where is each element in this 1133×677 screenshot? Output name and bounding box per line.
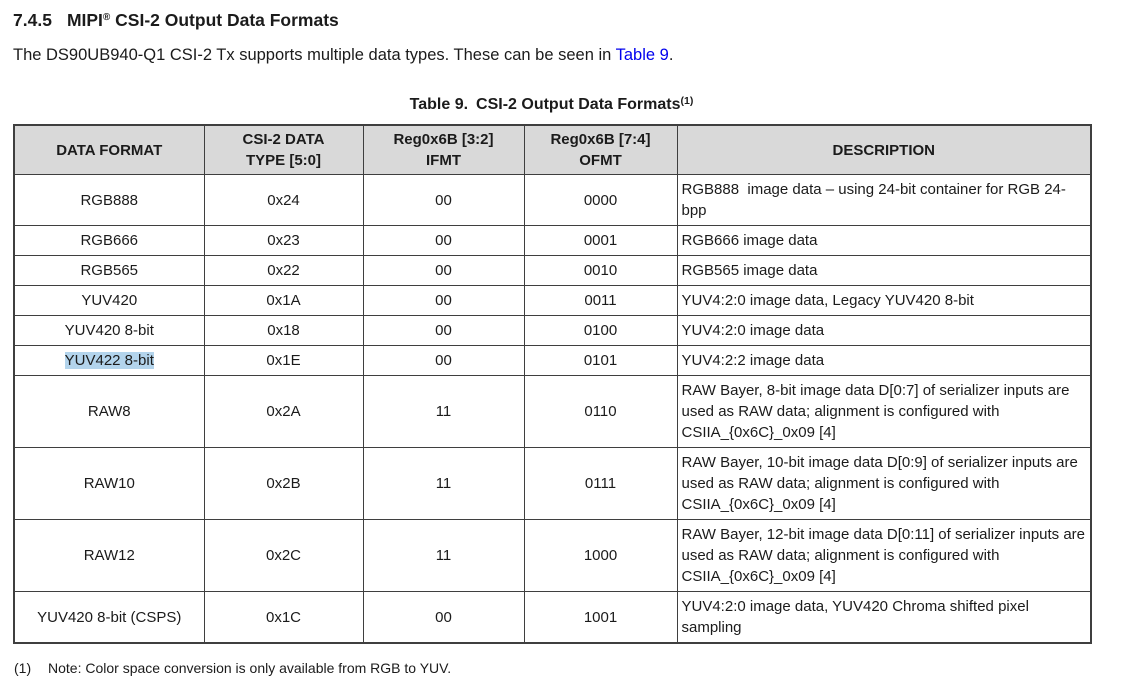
cell-ifmt: 00	[363, 286, 524, 316]
cell-csi2-data-type: 0x1E	[204, 346, 363, 376]
cell-description: YUV4:2:0 image data	[677, 316, 1091, 346]
cell-ofmt: 0110	[524, 376, 677, 448]
cell-ofmt: 1001	[524, 592, 677, 644]
cell-data-format: YUV420 8-bit	[14, 316, 204, 346]
table-caption-title: CSI-2 Output Data Formats	[476, 96, 681, 113]
table-header-row	[14, 125, 1091, 175]
cell-ofmt: 0011	[524, 286, 677, 316]
cell-ofmt: 0001	[524, 226, 677, 256]
intro-text-before: The DS90UB940-Q1 CSI-2 Tx supports multiple data types. These can be seen in	[13, 46, 616, 64]
cell-csi2-data-type: 0x2A	[204, 376, 363, 448]
table-row-rgb888	[14, 175, 1091, 226]
datasheet-page	[0, 7, 1133, 676]
cell-ofmt: 0101	[524, 346, 677, 376]
cell-description: RGB666 image data	[677, 226, 1091, 256]
section-title: MIPI® CSI-2 Output Data Formats	[66, 10, 339, 30]
cell-data-format: RAW8	[14, 376, 204, 448]
footnote-reference: (1)	[680, 95, 694, 107]
table-row-yuv420-8bit	[14, 316, 1091, 346]
table-row-raw10	[14, 448, 1091, 520]
cell-ifmt: 00	[363, 226, 524, 256]
table-row-yuv422-8bit	[14, 346, 1091, 376]
cell-description: RAW Bayer, 10-bit image data D[0:9] of serializer inputs are used as RAW data; alignment is configured with CSIIA_{0x6C}_0x09 [4]	[677, 448, 1091, 520]
cell-ifmt: 11	[363, 448, 524, 520]
cell-ofmt: 0000	[524, 175, 677, 226]
cell-csi2-data-type: 0x18	[204, 316, 363, 346]
cell-ofmt: 1000	[524, 520, 677, 592]
cell-data-format: YUV420	[14, 286, 204, 316]
footnote-text: Note: Color space conversion is only available from RGB to YUV.	[48, 660, 452, 676]
cell-data-format: RGB666	[14, 226, 204, 256]
cell-description: RAW Bayer, 8-bit image data D[0:7] of serializer inputs are used as RAW data; alignment is configured with CSIIA_{0x6C}_0x09 [4]	[677, 376, 1091, 448]
column-header-data-format: DATA FORMAT	[14, 125, 204, 175]
cell-csi2-data-type: 0x2B	[204, 448, 363, 520]
cell-description: YUV4:2:2 image data	[677, 346, 1091, 376]
cell-csi2-data-type: 0x24	[204, 175, 363, 226]
text-selection-highlight: YUV422 8-bit	[64, 352, 154, 369]
cell-description: RGB565 image data	[677, 256, 1091, 286]
column-header-csi2-data-type: CSI-2 DATA TYPE [5:0]	[204, 125, 363, 175]
cell-csi2-data-type: 0x1A	[204, 286, 363, 316]
table-row-yuv420-8bit-csps	[14, 592, 1091, 644]
cell-ifmt: 00	[363, 316, 524, 346]
registered-trademark-symbol: ®	[102, 12, 111, 23]
cell-ifmt: 11	[363, 520, 524, 592]
cell-csi2-data-type: 0x2C	[204, 520, 363, 592]
table-row-rgb565	[14, 256, 1091, 286]
intro-paragraph	[13, 44, 1133, 66]
table-row-raw8	[14, 376, 1091, 448]
cell-ifmt: 00	[363, 346, 524, 376]
table-row-raw12	[14, 520, 1091, 592]
cell-ifmt: 00	[363, 592, 524, 644]
cell-data-format: YUV420 8-bit (CSPS)	[14, 592, 204, 644]
cell-description: YUV4:2:0 image data, Legacy YUV420 8-bit	[677, 286, 1091, 316]
table-row-rgb666	[14, 226, 1091, 256]
cell-csi2-data-type: 0x22	[204, 256, 363, 286]
cell-ifmt: 11	[363, 376, 524, 448]
csi2-output-data-formats-table	[13, 124, 1092, 644]
cell-description: RAW Bayer, 12-bit image data D[0:11] of serializer inputs are used as RAW data; alignment is configured with CSIIA_{0x6C}_0x09 [4]	[677, 520, 1091, 592]
cell-csi2-data-type: 0x23	[204, 226, 363, 256]
cell-description: RGB888 image data – using 24-bit container for RGB 24-bpp	[677, 175, 1091, 226]
table-footnote	[14, 659, 1133, 677]
cell-data-format	[14, 346, 204, 376]
section-number: 7.4.5	[13, 10, 52, 30]
cell-ifmt: 00	[363, 256, 524, 286]
column-header-ofmt: Reg0x6B [7:4] OFMT	[524, 125, 677, 175]
column-header-description: DESCRIPTION	[677, 125, 1091, 175]
cell-description: YUV4:2:0 image data, YUV420 Chroma shifted pixel sampling	[677, 592, 1091, 644]
cell-ifmt: 00	[363, 175, 524, 226]
cell-data-format: RGB888	[14, 175, 204, 226]
cell-data-format: RAW10	[14, 448, 204, 520]
footnote-number: (1)	[14, 660, 32, 676]
section-heading	[13, 7, 1133, 31]
table-9-link[interactable]: Table 9	[615, 46, 669, 64]
table-caption-label: Table 9.	[409, 96, 469, 113]
cell-ofmt: 0100	[524, 316, 677, 346]
column-header-ifmt: Reg0x6B [3:2] IFMT	[363, 125, 524, 175]
cell-ofmt: 0010	[524, 256, 677, 286]
table-row-yuv420	[14, 286, 1091, 316]
cell-ofmt: 0111	[524, 448, 677, 520]
intro-text-after: .	[668, 46, 674, 64]
cell-data-format: RGB565	[14, 256, 204, 286]
cell-csi2-data-type: 0x1C	[204, 592, 363, 644]
cell-data-format: RAW12	[14, 520, 204, 592]
table-caption	[13, 91, 1090, 115]
